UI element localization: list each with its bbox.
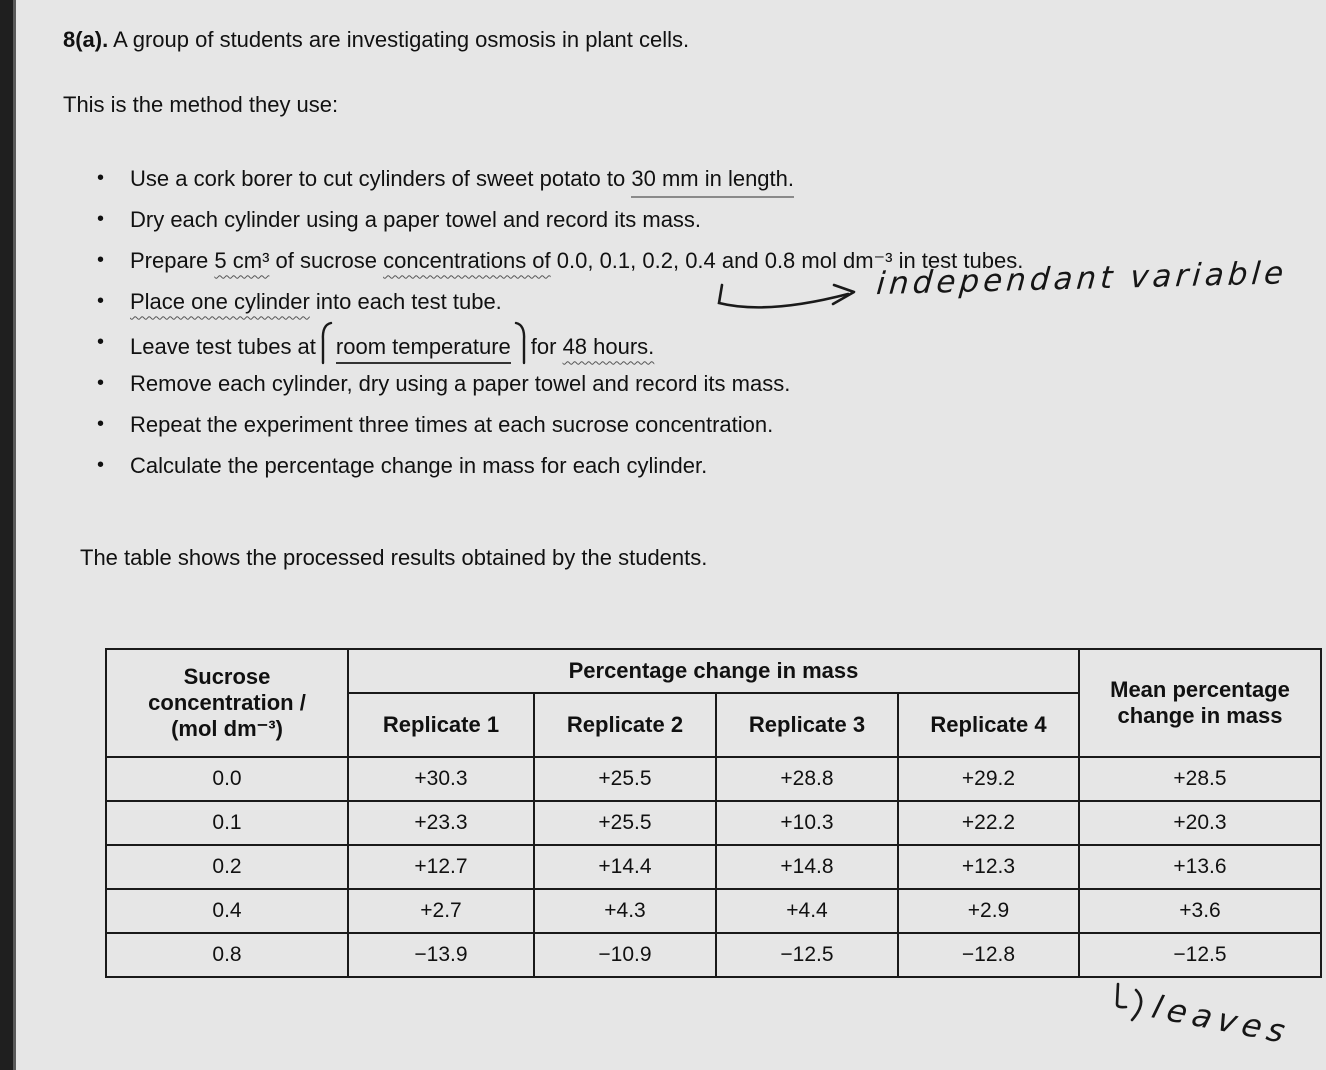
cell-replicate: +12.3 bbox=[898, 845, 1079, 889]
bullet-text: Dry each cylinder using a paper towel and record its mass. bbox=[130, 206, 702, 232]
wavy-underline-phrase: 48 hours. bbox=[562, 333, 655, 359]
cell-replicate: +30.3 bbox=[348, 757, 534, 801]
col-header-sucrose-concentration: Sucrose concentration / (mol dm⁻³) bbox=[106, 649, 348, 757]
bullet-item-dry-cylinder bbox=[97, 199, 1023, 240]
bullet-icon: • bbox=[97, 331, 105, 353]
cell-concentration: 0.0 bbox=[106, 757, 348, 801]
cell-mean: +3.6 bbox=[1079, 889, 1321, 933]
cell-replicate: +28.8 bbox=[716, 757, 898, 801]
boxed-phrase: room temperature bbox=[336, 334, 511, 364]
cell-replicate: −13.9 bbox=[348, 933, 534, 977]
bullet-item-leave-test-tubes bbox=[97, 322, 1023, 363]
cell-replicate: +22.2 bbox=[898, 801, 1079, 845]
bullet-item-calculate-percentage bbox=[97, 445, 1023, 486]
cell-replicate: +2.9 bbox=[898, 889, 1079, 933]
method-bullet-list bbox=[97, 158, 1023, 486]
group-header-percentage-change: Percentage change in mass bbox=[348, 649, 1079, 693]
underlined-phrase: 30 mm in length. bbox=[631, 166, 794, 198]
cell-concentration: 0.1 bbox=[106, 801, 348, 845]
cell-replicate: +14.8 bbox=[716, 845, 898, 889]
bullet-icon: • bbox=[97, 167, 105, 189]
wavy-underline-phrase: 5 cm³ bbox=[214, 247, 270, 273]
bullet-item-remove-cylinder bbox=[97, 363, 1023, 404]
window-edge-bar bbox=[0, 0, 13, 1070]
bullet-text: for bbox=[530, 333, 563, 359]
question-line bbox=[63, 26, 689, 54]
table-row bbox=[106, 933, 1321, 977]
question-number: 8(a). bbox=[63, 27, 109, 52]
bullet-text: Calculate the percentage change in mass for each cylinder. bbox=[130, 452, 708, 478]
cell-mean: −12.5 bbox=[1079, 933, 1321, 977]
bullet-text: Prepare bbox=[130, 247, 215, 273]
bullet-icon: • bbox=[97, 249, 105, 271]
hand-hook-arrow-icon bbox=[1112, 980, 1152, 1036]
handwritten-leaves-note bbox=[1112, 980, 1297, 1052]
table-row bbox=[106, 889, 1321, 933]
col-header-replicate-2: Replicate 2 bbox=[534, 693, 716, 757]
window-edge-highlight bbox=[13, 0, 16, 1070]
bullet-item-repeat-experiment bbox=[97, 404, 1023, 445]
cell-concentration: 0.8 bbox=[106, 933, 348, 977]
cell-replicate: +10.3 bbox=[716, 801, 898, 845]
hand-open-bracket-icon bbox=[319, 320, 333, 366]
bullet-text: Leave test tubes at bbox=[130, 333, 316, 359]
wavy-underline-phrase: Place one cylinder bbox=[130, 288, 310, 314]
cell-replicate: +29.2 bbox=[898, 757, 1079, 801]
hand-close-bracket-icon bbox=[514, 320, 528, 366]
cell-replicate: +4.3 bbox=[534, 889, 716, 933]
bullet-item-cork-borer bbox=[97, 158, 1023, 199]
handwritten-leaves-text: leaves bbox=[1148, 988, 1295, 1052]
cell-replicate: +25.5 bbox=[534, 757, 716, 801]
cell-mean: +28.5 bbox=[1079, 757, 1321, 801]
bullet-icon: • bbox=[97, 290, 105, 312]
cell-replicate: +25.5 bbox=[534, 801, 716, 845]
method-heading: This is the method they use: bbox=[63, 92, 339, 117]
table-row bbox=[106, 757, 1321, 801]
cell-replicate: −12.5 bbox=[716, 933, 898, 977]
table-caption: The table shows the processed results obtained by the students. bbox=[80, 545, 708, 570]
bullet-text: Use a cork borer to cut cylinders of sweet potato to bbox=[130, 165, 632, 191]
bullet-text: of sucrose bbox=[269, 247, 384, 273]
hand-arrow-icon bbox=[712, 282, 872, 316]
bullet-text: 0.0, 0.1, 0.2, 0.4 and 0.8 mol dm⁻³ in test tubes. bbox=[550, 247, 1024, 273]
cell-mean: +20.3 bbox=[1079, 801, 1321, 845]
cell-replicate: +4.4 bbox=[716, 889, 898, 933]
col-header-mean-percentage: Mean percentage change in mass bbox=[1079, 649, 1321, 757]
bullet-text: into each test tube. bbox=[309, 288, 502, 314]
col-header-replicate-1: Replicate 1 bbox=[348, 693, 534, 757]
col-header-replicate-4: Replicate 4 bbox=[898, 693, 1079, 757]
handwritten-independent-variable-note: independant variable bbox=[875, 255, 1289, 303]
cell-mean: +13.6 bbox=[1079, 845, 1321, 889]
question-intro: A group of students are investigating osmosis in plant cells. bbox=[113, 27, 690, 52]
wavy-underline-phrase: concentrations of bbox=[383, 247, 551, 273]
cell-replicate: +2.7 bbox=[348, 889, 534, 933]
bullet-text: Repeat the experiment three times at each sucrose concentration. bbox=[130, 411, 774, 437]
cell-replicate: −12.8 bbox=[898, 933, 1079, 977]
cell-concentration: 0.2 bbox=[106, 845, 348, 889]
bullet-icon: • bbox=[97, 372, 105, 394]
col-header-replicate-3: Replicate 3 bbox=[716, 693, 898, 757]
cell-replicate: +12.7 bbox=[348, 845, 534, 889]
bullet-text: Remove each cylinder, dry using a paper towel and record its mass. bbox=[130, 370, 791, 396]
bullet-icon: • bbox=[97, 454, 105, 476]
results-table bbox=[105, 648, 1322, 978]
cell-replicate: +14.4 bbox=[534, 845, 716, 889]
bullet-icon: • bbox=[97, 413, 105, 435]
cell-concentration: 0.4 bbox=[106, 889, 348, 933]
bullet-icon: • bbox=[97, 208, 105, 230]
table-row bbox=[106, 801, 1321, 845]
cell-replicate: −10.9 bbox=[534, 933, 716, 977]
cell-replicate: +23.3 bbox=[348, 801, 534, 845]
table-row bbox=[106, 845, 1321, 889]
